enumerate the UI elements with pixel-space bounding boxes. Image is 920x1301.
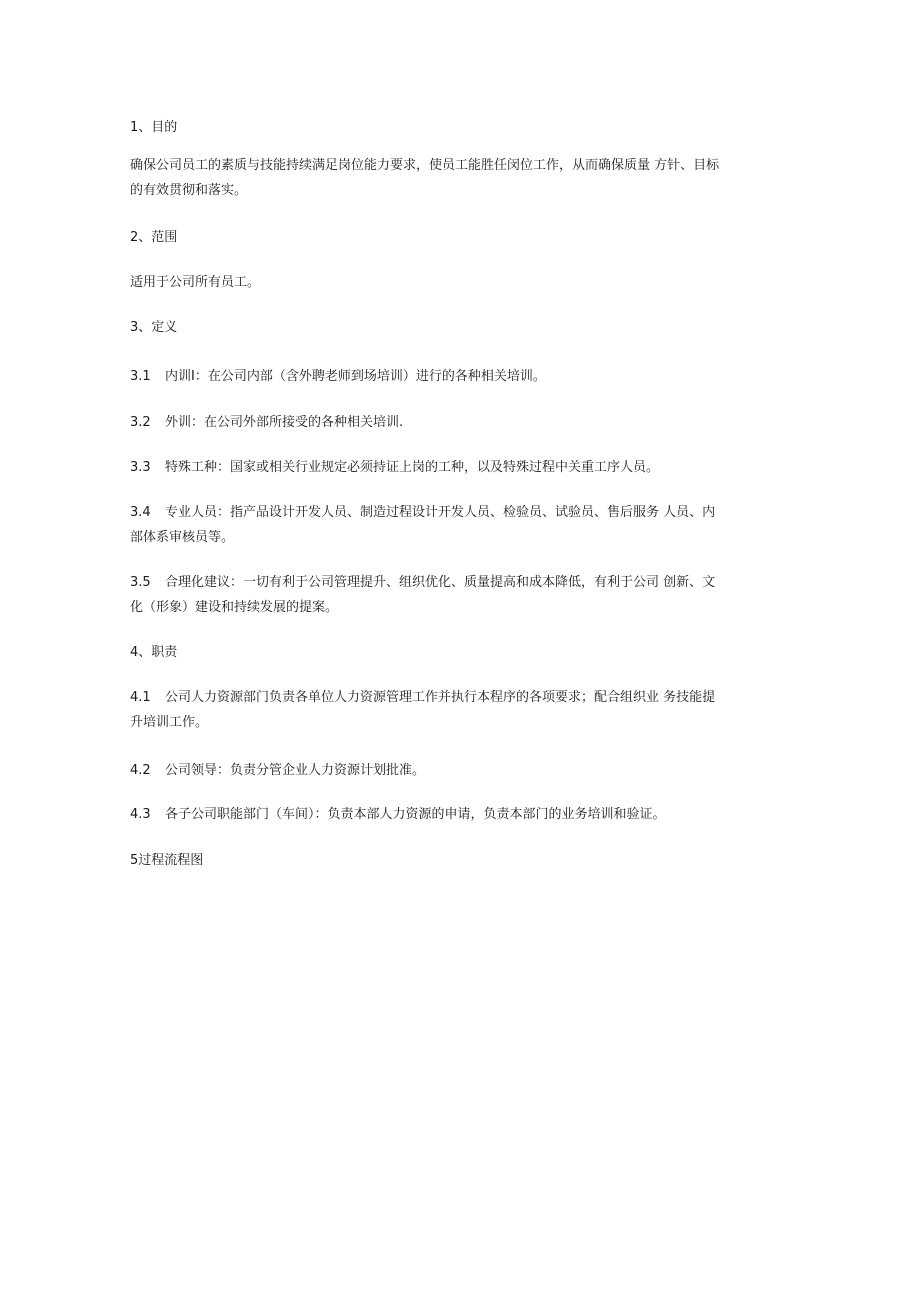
definition-text: 特殊工种：国家或相关行业规定必须持证上岗的工种，以及特殊过程中关重工序人员。: [165, 460, 660, 475]
definition-number: 3.5: [130, 575, 151, 590]
section-1-body: [130, 153, 802, 203]
section-3-heading: 3、定义: [130, 320, 178, 335]
section-1-body-line-2: 的有效贯彻和落实。: [130, 183, 248, 198]
definition-text: 合理化建议：一切有利于公司管理提升、组织优化、质量提高和成本降低，有利于公司 创新、文: [165, 575, 716, 590]
definition-3-3: [130, 455, 802, 480]
definition-text: 内训I：在公司内部（含外聘老师到场培训）进行的各种相关培训。: [165, 369, 546, 384]
definition-number: 3.1: [130, 369, 151, 384]
definition-text: 专业人员：指产品设计开发人员、制造过程设计开发人员、检验员、试验员、售后服务 人员、内: [165, 505, 716, 520]
duty-number: 4.2: [130, 763, 151, 778]
duty-number: 4.3: [130, 807, 151, 822]
duty-number: 4.1: [130, 690, 151, 705]
section-5-heading: 5过程流程图: [130, 853, 204, 868]
duty-4-2: [130, 758, 802, 783]
definition-text-continued: 部体系审核员等。: [130, 530, 235, 545]
duty-4-3: [130, 802, 802, 827]
section-4-heading: 4、职责: [130, 645, 178, 660]
definition-text: 外训：在公司外部所接受的各种相关培训.: [165, 415, 404, 430]
duty-text: 各子公司职能部门（车间）：负责本部人力资源的申请，负责本部门的业务培训和验证。: [165, 807, 666, 822]
definition-number: 3.4: [130, 505, 151, 520]
section-2-body: 适用于公司所有员工。: [130, 275, 261, 290]
definition-3-2: [130, 410, 802, 435]
duty-text: 公司人力资源部门负责各单位人力资源管理工作并执行本程序的各项要求；配合组织业 务技能提: [165, 690, 716, 705]
section-1-body-line-1: 确保公司员工的素质与技能持续满足岗位能力要求，使员工能胜任闵位工作，从而确保质量 方针、目标: [130, 158, 720, 173]
duty-text-continued: 升培训工作。: [130, 715, 209, 730]
section-2-heading: 2、范围: [130, 230, 178, 245]
definition-text-continued: 化（形象）建设和持续发展的提案。: [130, 600, 339, 615]
definition-number: 3.2: [130, 415, 151, 430]
definition-3-1: [130, 364, 802, 389]
definition-3-4: [130, 500, 802, 550]
duty-4-1: [130, 685, 802, 735]
definition-3-5: [130, 570, 802, 620]
duty-text: 公司领导：负责分管企业人力资源计划批准。: [165, 763, 426, 778]
section-1-heading: 1、目的: [130, 120, 178, 135]
definition-number: 3.3: [130, 460, 151, 475]
